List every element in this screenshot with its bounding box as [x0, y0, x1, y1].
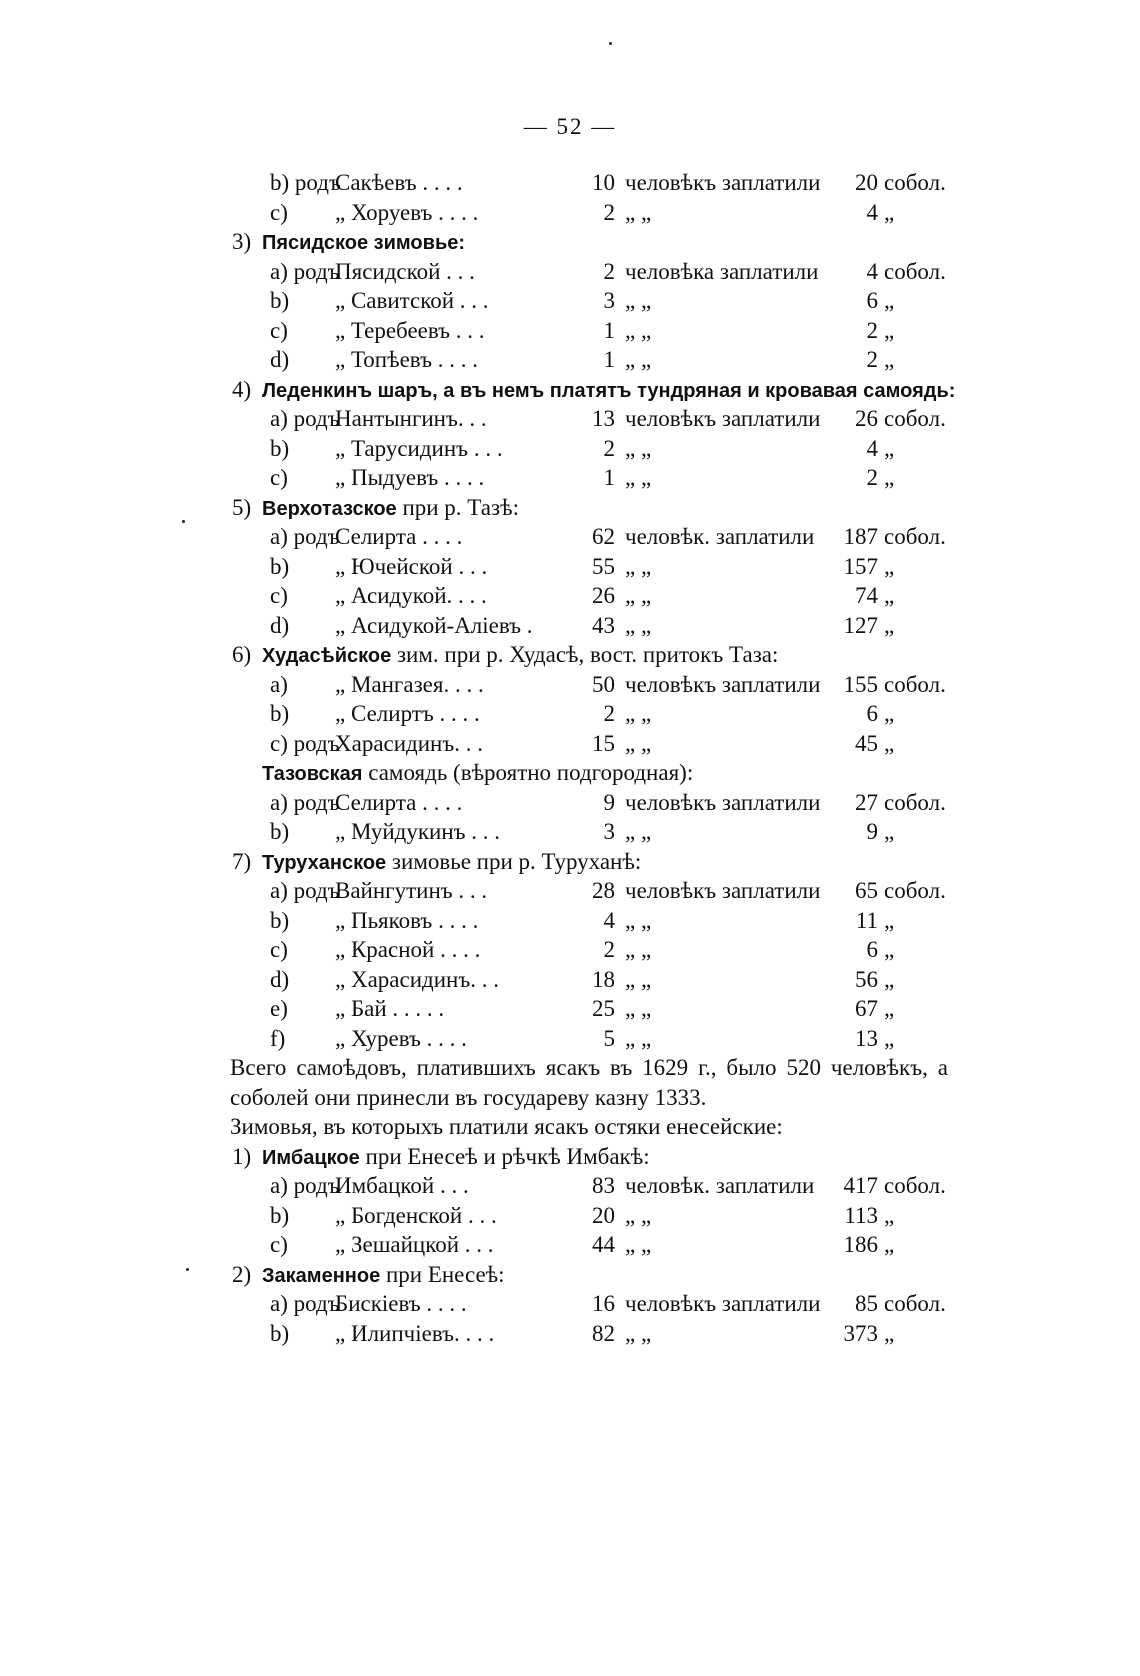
row-text: „ „: [625, 612, 652, 638]
row-text: „ „: [625, 288, 652, 313]
row-letter: a) родъ: [270, 406, 340, 431]
row-count: 1: [603, 317, 615, 343]
row-name: „ Мангазея. . . .: [335, 671, 484, 697]
row-text: человѣкъ заплатили: [625, 671, 821, 697]
row-letter: a) родъ: [270, 789, 340, 815]
row-unit: „: [884, 996, 895, 1021]
row-letter: b) родъ: [270, 170, 341, 195]
heading-rest: самоядь (вѣроятно подгородная):: [368, 760, 694, 785]
intro-paragraph: Зимовья, въ которыхъ платили ясакъ остяки енесейские:: [230, 1114, 783, 1139]
row-unit: „: [884, 199, 895, 225]
row-count: 1: [603, 347, 615, 372]
row-value: 417: [843, 1173, 878, 1198]
row-value: 65: [855, 878, 878, 903]
heading-number: 6): [232, 642, 252, 667]
row-count: 26: [592, 583, 615, 608]
row-name: Пясидской . . .: [335, 258, 475, 284]
heading-text: [262, 375, 955, 406]
row-name: „ Топѣевъ . . . .: [335, 347, 478, 372]
row-name: Имбацкой . . .: [335, 1173, 469, 1198]
row-count: 18: [592, 966, 615, 992]
heading-bold: Леденкинъ шаръ, а въ немъ платятъ тундряная и кровавая самоядь:: [262, 379, 956, 402]
row-count: 2: [603, 258, 615, 284]
row-value: 9: [866, 819, 878, 844]
row-value: 6: [866, 701, 878, 726]
heading-bold: Тазовская: [262, 763, 363, 785]
row-letter: b): [270, 907, 290, 933]
row-text: „ „: [625, 199, 652, 225]
row-value: 26: [855, 406, 878, 431]
row-text: человѣкъ заплатили: [625, 1291, 821, 1316]
row-name: „ Красной . . . .: [335, 937, 481, 962]
row-count: 3: [603, 288, 615, 313]
row-unit: собол.: [884, 1291, 946, 1316]
row-letter: c): [270, 1232, 288, 1257]
heading-rest: зим. при р. Худасѣ, вост. притокъ Таза:: [396, 642, 779, 667]
row-letter: c): [270, 465, 288, 490]
row-value: 56: [855, 966, 878, 992]
print-speck: [609, 42, 612, 45]
heading-text: [262, 1260, 505, 1291]
row-count: 44: [592, 1232, 615, 1257]
heading-rest: при Енесеѣ и рѣчкѣ Имбакѣ:: [365, 1143, 650, 1169]
print-speck: [182, 520, 185, 523]
row-letter: b): [270, 435, 290, 461]
row-unit: „: [884, 907, 895, 933]
summary-paragraph: Всего самоѣдовъ, платившихъ ясакъ въ 1629 г., было 520 человѣкъ, а соболей они принесли въ государеву казну 1333.: [230, 1055, 948, 1110]
heading-number: 4): [232, 376, 252, 402]
row-text: „ „: [625, 907, 652, 933]
row-count: 20: [592, 1202, 615, 1228]
row-count: 9: [603, 789, 615, 815]
row-unit: „: [884, 612, 895, 638]
row-value: 373: [843, 1320, 878, 1346]
row-text: „ „: [625, 1025, 652, 1051]
heading-text: [262, 493, 519, 524]
row-name: Селирта . . . .: [335, 789, 463, 815]
row-unit: „: [884, 701, 895, 726]
page-number: — 52 —: [523, 114, 617, 139]
row-text: „ „: [625, 996, 652, 1021]
heading-number: 2): [232, 1261, 252, 1287]
row-letter: e): [270, 996, 288, 1021]
row-name: „ Асидукой-Аліевъ .: [335, 612, 533, 638]
row-unit: „: [884, 1202, 895, 1228]
heading-rest: зимовье при р. Туруханѣ:: [391, 848, 642, 874]
row-value: 2: [866, 465, 878, 490]
row-value: 4: [866, 435, 878, 461]
row-count: 15: [592, 730, 615, 756]
row-text: „ „: [625, 465, 652, 490]
row-letter: d): [270, 966, 290, 992]
row-count: 82: [592, 1320, 615, 1346]
row-name: „ Савитской . . .: [335, 288, 489, 313]
row-text: „ „: [625, 317, 652, 343]
row-name: „ Теребеевъ . . .: [335, 317, 485, 343]
row-name: „ Ючейской . . .: [335, 553, 488, 579]
row-unit: „: [884, 966, 895, 992]
row-text: человѣкъ заплатили: [625, 406, 821, 431]
row-text: человѣк. заплатили: [625, 524, 815, 549]
row-count: 28: [592, 878, 615, 903]
heading-bold: Верхотазское: [262, 497, 397, 520]
row-letter: d): [270, 612, 290, 638]
row-count: 2: [603, 701, 615, 726]
row-name: „ Зешайцкой . . .: [335, 1232, 494, 1257]
row-text: „ „: [625, 1232, 652, 1257]
row-count: 2: [603, 435, 615, 461]
row-text: человѣкъ заплатили: [625, 789, 821, 815]
row-name: Селирта . . . .: [335, 524, 463, 549]
row-value: 20: [855, 170, 878, 195]
row-letter: f): [270, 1025, 286, 1051]
row-name: Харасидинъ. . .: [335, 730, 484, 756]
row-value: 186: [843, 1232, 878, 1257]
row-text: человѣк. заплатили: [625, 1173, 815, 1198]
row-letter: b): [270, 819, 290, 844]
row-value: 2: [866, 317, 878, 343]
row-value: 127: [843, 612, 878, 638]
row-value: 113: [844, 1202, 878, 1228]
row-letter: b): [270, 1202, 290, 1228]
row-count: 62: [592, 524, 615, 549]
heading-number: 7): [232, 848, 252, 874]
row-count: 3: [603, 819, 615, 844]
row-count: 55: [592, 553, 615, 579]
heading-number: 3): [232, 229, 252, 254]
row-name: „ Пыдуевъ . . . .: [335, 465, 485, 490]
row-name: „ Харасидинъ. . .: [335, 966, 499, 992]
row-text: „ „: [625, 937, 652, 962]
row-letter: a) родъ: [270, 1173, 340, 1198]
row-count: 10: [592, 170, 615, 195]
row-count: 25: [592, 996, 615, 1021]
row-unit: собол.: [884, 406, 946, 431]
heading-bold: Закаменное: [262, 1264, 381, 1287]
row-value: 2: [866, 347, 878, 372]
row-text: „ „: [625, 583, 652, 608]
row-count: 2: [603, 199, 615, 225]
row-count: 50: [592, 671, 615, 697]
row-name: „ Богденской . . .: [335, 1202, 497, 1228]
row-count: 83: [592, 1173, 615, 1198]
row-value: 4: [866, 199, 878, 225]
row-unit: собол.: [884, 170, 946, 195]
row-letter: b): [270, 701, 290, 726]
row-value: 155: [843, 671, 878, 697]
row-letter: b): [270, 1320, 290, 1346]
row-count: 2: [603, 937, 615, 962]
row-letter: c) родъ: [270, 730, 340, 756]
row-value: 74: [855, 583, 878, 608]
heading-text: [262, 847, 641, 878]
row-count: 5: [603, 1025, 615, 1051]
row-value: 13: [855, 1025, 878, 1051]
heading-text: [262, 758, 693, 789]
row-unit: собол.: [884, 524, 946, 549]
row-count: 13: [592, 406, 615, 431]
row-text: „ „: [625, 701, 652, 726]
heading-bold: Худасѣйское: [262, 645, 392, 667]
row-unit: „: [884, 1025, 895, 1051]
row-unit: „: [884, 317, 895, 343]
row-letter: b): [270, 288, 290, 313]
row-unit: собол.: [884, 878, 946, 903]
row-text: „ „: [625, 435, 652, 461]
row-letter: a): [270, 671, 288, 697]
row-value: 187: [843, 524, 878, 549]
row-letter: c): [270, 199, 288, 225]
row-unit: собол.: [884, 671, 946, 697]
row-unit: „: [884, 347, 895, 372]
row-value: 45: [855, 730, 878, 756]
row-unit: „: [884, 730, 895, 756]
row-unit: собол.: [884, 789, 946, 815]
row-name: „ Пьяковъ . . . .: [335, 907, 479, 933]
heading-rest: при Енесеѣ:: [385, 1261, 505, 1287]
row-name: Бискіевъ . . . .: [335, 1291, 467, 1316]
row-text: „ „: [625, 819, 652, 844]
row-name: Вайнгутинъ . . .: [335, 878, 488, 903]
row-name: „ Асидукой. . . .: [335, 583, 487, 608]
row-name: „ Тарусидинъ . . .: [335, 435, 503, 461]
row-text: „ „: [625, 553, 652, 579]
heading-rest: при р. Тазѣ:: [402, 494, 519, 520]
row-name: „ Хуревъ . . . .: [335, 1025, 467, 1051]
row-count: 1: [603, 465, 615, 490]
row-unit: „: [884, 435, 895, 461]
row-unit: собол.: [884, 258, 946, 284]
row-name: „ Илипчіевъ. . . .: [335, 1320, 495, 1346]
row-name: Нантынгинъ. . .: [335, 406, 487, 431]
row-value: 11: [855, 907, 878, 933]
row-unit: „: [884, 553, 895, 579]
row-unit: собол.: [884, 1173, 946, 1198]
row-letter: c): [270, 583, 288, 608]
row-count: 4: [603, 907, 615, 933]
row-name: Сакѣевъ . . . .: [335, 170, 463, 195]
heading-text: [262, 1142, 650, 1173]
row-text: человѣка заплатили: [625, 258, 819, 284]
row-letter: a) родъ: [270, 878, 340, 903]
row-value: 85: [855, 1291, 878, 1316]
row-unit: „: [884, 1232, 895, 1257]
row-value: 6: [866, 937, 878, 962]
row-unit: „: [884, 583, 895, 608]
row-letter: a) родъ: [270, 258, 340, 284]
row-text: „ „: [625, 1202, 652, 1228]
row-text: „ „: [625, 347, 652, 372]
heading-bold: Пясидское зимовье:: [262, 232, 466, 254]
row-text: „ „: [625, 966, 652, 992]
row-letter: c): [270, 317, 288, 343]
row-text: „ „: [625, 1320, 652, 1346]
row-value: 4: [866, 258, 878, 284]
row-letter: b): [270, 553, 290, 579]
row-unit: „: [884, 1320, 895, 1346]
row-letter: a) родъ: [270, 524, 340, 549]
row-count: 16: [592, 1291, 615, 1316]
heading-text: [262, 227, 465, 258]
row-name: „ Хоруевъ . . . .: [335, 199, 479, 225]
row-name: „ Бай . . . . .: [335, 996, 445, 1021]
row-value: 157: [843, 553, 878, 579]
row-unit: „: [884, 288, 895, 313]
print-speck: [186, 1268, 189, 1271]
heading-number: 1): [232, 1143, 252, 1169]
row-text: человѣкъ заплатили: [625, 878, 821, 903]
row-name: „ Муйдукинъ . . .: [335, 819, 501, 844]
row-unit: „: [884, 465, 895, 490]
row-unit: „: [884, 819, 895, 844]
heading-number: 5): [232, 494, 252, 520]
row-value: 27: [855, 789, 878, 815]
row-text: человѣкъ заплатили: [625, 170, 821, 195]
row-unit: „: [884, 937, 895, 962]
row-text: „ „: [625, 730, 652, 756]
heading-bold: Туруханское: [262, 851, 387, 874]
row-value: 67: [855, 996, 878, 1021]
row-name: „ Селиртъ . . . .: [335, 701, 480, 726]
row-letter: a) родъ: [270, 1291, 340, 1316]
heading-bold: Имбацкое: [262, 1146, 360, 1169]
row-count: 43: [592, 612, 615, 638]
row-value: 6: [866, 288, 878, 313]
row-letter: c): [270, 937, 288, 962]
heading-text: [262, 640, 778, 671]
row-letter: d): [270, 347, 290, 372]
